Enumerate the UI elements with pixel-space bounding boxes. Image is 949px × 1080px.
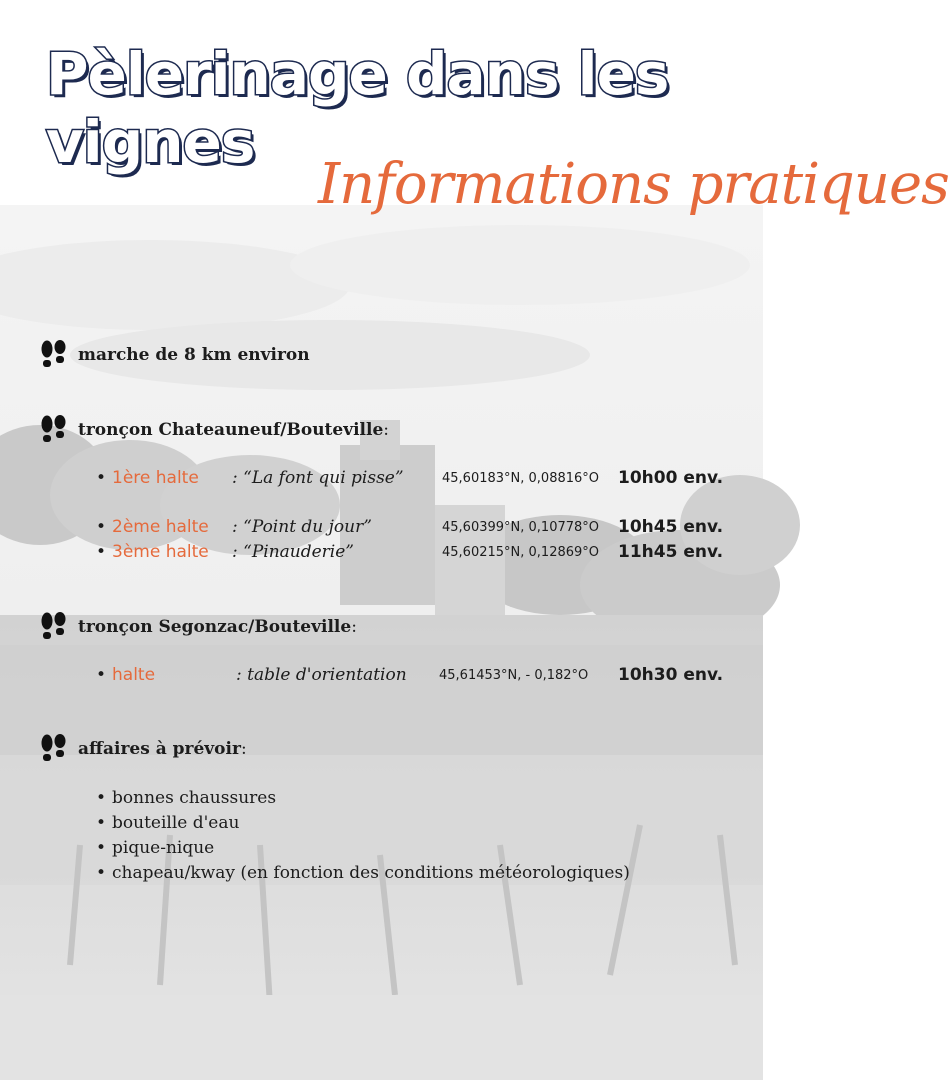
stop-coordinates: 45,60215°N, 0,12869°O <box>442 545 600 560</box>
stop-name: 1ère halte <box>112 468 199 488</box>
stop-place: : table d'orientation <box>236 665 407 685</box>
page-title: Pèlerinage dans les vignes <box>46 40 669 176</box>
stop-time: 10h00 env. <box>618 468 724 488</box>
stop-place: : “La font qui pisse” <box>232 468 404 488</box>
footprints-icon <box>40 734 68 764</box>
bullet: • <box>96 838 107 858</box>
stop-time: 10h45 env. <box>618 517 724 537</box>
stop-name: 2ème halte <box>112 517 209 537</box>
bullet: • <box>96 542 107 562</box>
stop-time: 10h30 env. <box>618 665 724 685</box>
section-segonzac <box>40 612 357 642</box>
stop-name: halte <box>112 665 156 685</box>
section-distance <box>40 340 310 370</box>
section-chateauneuf <box>40 415 389 445</box>
list-item <box>96 861 630 886</box>
gear-item: chapeau/kway (en fonction des conditions météorologiques) <box>112 863 630 883</box>
bullet: • <box>96 788 107 808</box>
bullet: • <box>96 813 107 833</box>
bullet: • <box>96 517 107 537</box>
gear-list <box>96 786 630 886</box>
list-item <box>96 811 630 836</box>
section-suffix: : <box>383 420 390 440</box>
list-item <box>96 836 630 861</box>
gear-item: bouteille d'eau <box>112 813 240 833</box>
gear-item: bonnes chaussures <box>112 788 277 808</box>
section-suffix: : <box>240 739 247 759</box>
section-gear <box>40 734 247 764</box>
footprints-icon <box>40 612 68 642</box>
footprints-icon <box>40 415 68 445</box>
stop-coordinates: 45,60399°N, 0,10778°O <box>442 520 600 535</box>
section-label: tronçon Chateauneuf/Bouteville <box>78 420 384 440</box>
bullet: • <box>96 468 107 488</box>
section-label: affaires à prévoir <box>78 739 241 759</box>
section-label: tronçon Segonzac/Bouteville <box>78 617 352 637</box>
gear-item: pique-nique <box>112 838 215 858</box>
footprints-icon <box>40 340 68 370</box>
bullet: • <box>96 665 107 685</box>
section-suffix: : <box>351 617 357 637</box>
stop-name: 3ème halte <box>112 542 209 562</box>
page-subtitle: Informations pratiques <box>318 152 949 217</box>
stop-place: : “Point du jour” <box>232 517 372 537</box>
bullet: • <box>96 863 107 883</box>
list-item <box>96 786 630 811</box>
stop-coordinates: 45,60183°N, 0,08816°O <box>442 471 600 486</box>
stop-place: : “Pinauderie” <box>232 542 354 562</box>
stop-coordinates: 45,61453°N, - 0,182°O <box>439 668 589 683</box>
background-photo <box>0 205 763 1080</box>
section-label: marche de 8 km environ <box>78 345 310 365</box>
stop-time: 11h45 env. <box>618 542 724 562</box>
